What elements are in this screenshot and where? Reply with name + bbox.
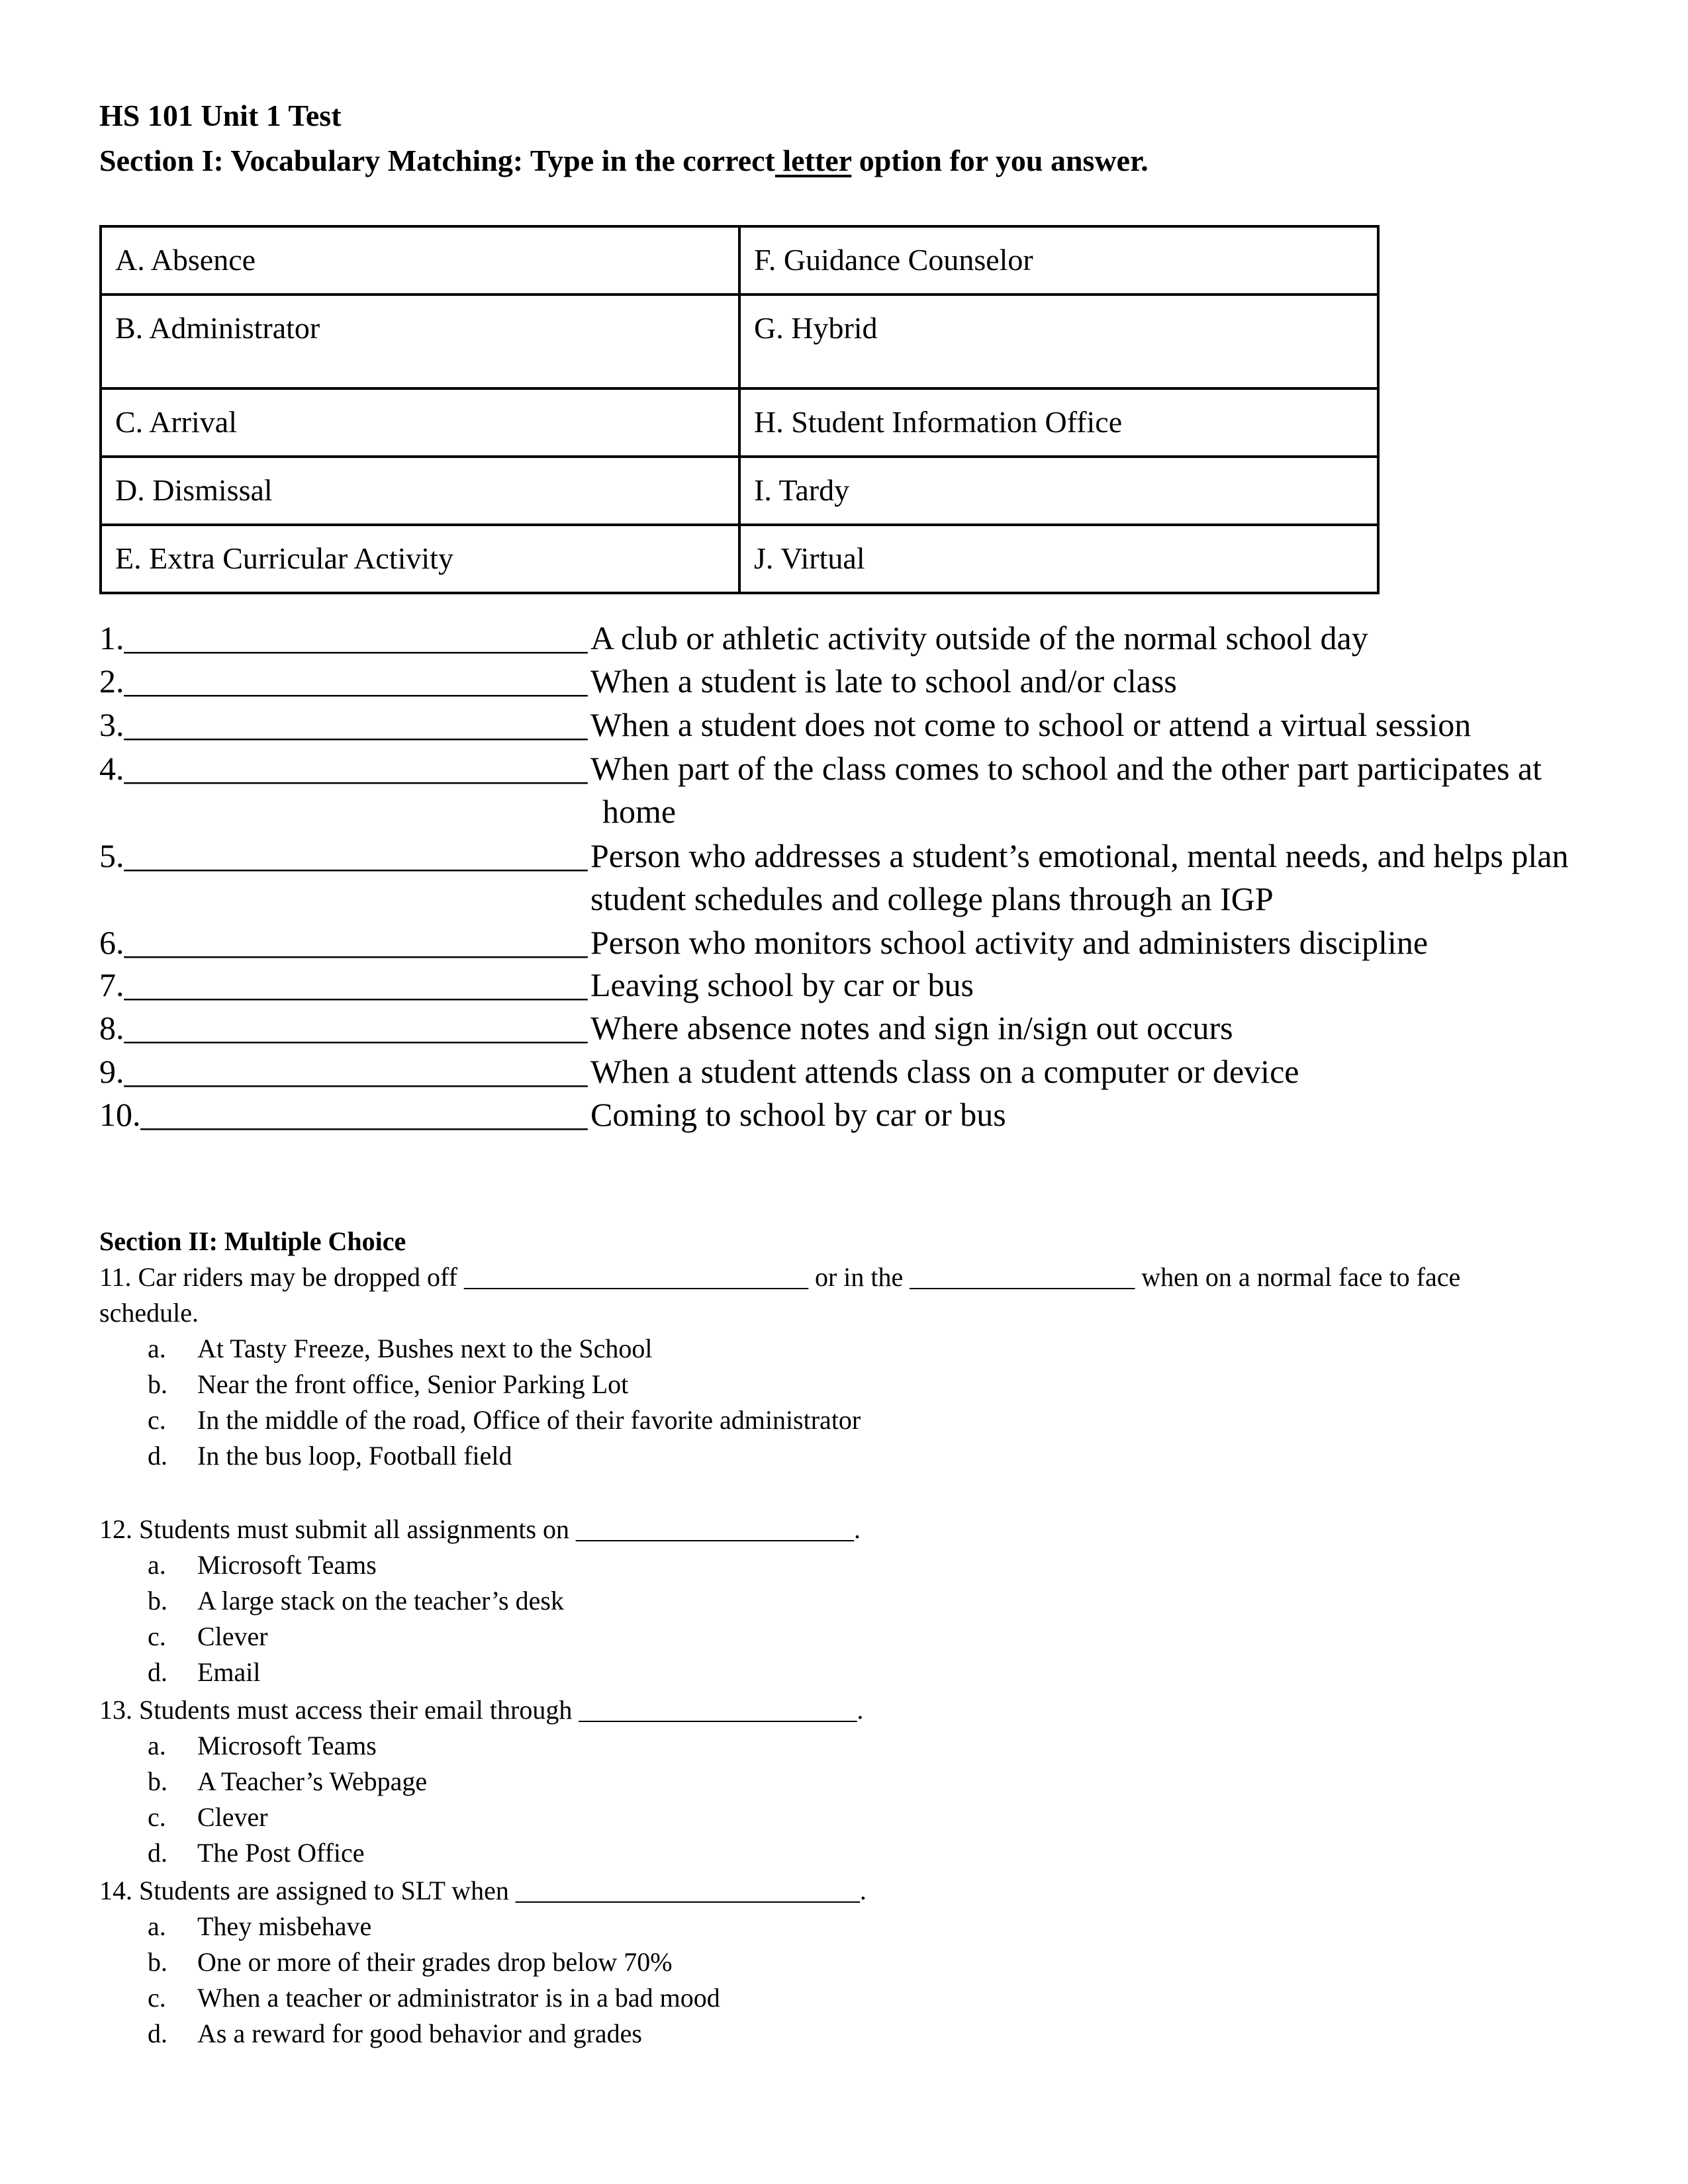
definition-4: When part of the class comes to school and the other part participates at — [590, 750, 1542, 787]
term-cell — [739, 388, 1378, 457]
option-text[interactable]: They misbehave — [197, 1911, 372, 1941]
term-cell — [101, 457, 739, 525]
term: C. Arrival — [115, 405, 237, 439]
option-text[interactable]: A Teacher’s Webpage — [197, 1766, 428, 1796]
answer-blank-6[interactable]: 6.____________________________ — [99, 924, 588, 961]
term: G. Hybrid — [754, 311, 878, 345]
option-text[interactable]: Email — [197, 1657, 261, 1687]
option-text[interactable]: One or more of their grades drop below 70% — [197, 1947, 673, 1977]
option-letter[interactable]: c. — [148, 1621, 166, 1651]
option-letter[interactable]: b. — [148, 1586, 167, 1615]
option-text[interactable]: Clever — [197, 1621, 268, 1651]
option-letter[interactable]: a. — [148, 1911, 166, 1941]
term-cell — [739, 226, 1378, 295]
option-letter[interactable]: b. — [148, 1369, 167, 1399]
term-cell — [739, 295, 1378, 388]
option-text[interactable]: Near the front office, Senior Parking Lot — [197, 1369, 629, 1399]
question-continuation: schedule. — [99, 1298, 199, 1328]
definition-continuation-4: home — [602, 793, 677, 830]
section2-heading: Section II: Multiple Choice — [99, 1226, 406, 1256]
definition-8: Where absence notes and sign in/sign out occurs — [590, 1009, 1233, 1046]
option-text[interactable]: Clever — [197, 1802, 268, 1832]
option-letter[interactable]: d. — [148, 2019, 167, 2048]
term-cell — [101, 525, 739, 593]
term: D. Dismissal — [115, 473, 273, 507]
option-letter[interactable]: c. — [148, 1983, 166, 2013]
answer-blank-3[interactable]: 3.____________________________ — [99, 706, 588, 743]
term: E. Extra Curricular Activity — [115, 541, 453, 575]
option-letter[interactable]: d. — [148, 1838, 167, 1868]
answer-blank-4[interactable]: 4.____________________________ — [99, 750, 588, 787]
answer-blank-2[interactable]: 2.____________________________ — [99, 662, 588, 700]
option-letter[interactable]: a. — [148, 1334, 166, 1363]
question-13: 13. Students must access their email through _____________________. — [99, 1695, 864, 1725]
table-row — [101, 525, 1378, 593]
definition-3: When a student does not come to school or attend a virtual session — [590, 706, 1472, 743]
option-text[interactable]: The Post Office — [197, 1838, 365, 1868]
term-cell — [101, 388, 739, 457]
option-text[interactable]: At Tasty Freeze, Bushes next to the School — [197, 1334, 653, 1363]
answer-blank-9[interactable]: 9.____________________________ — [99, 1053, 588, 1090]
option-text[interactable]: When a teacher or administrator is in a bad mood — [197, 1983, 720, 2013]
definition-continuation-5: student schedules and college plans through an IGP — [590, 880, 1274, 917]
table-row — [101, 457, 1378, 525]
option-text[interactable]: In the middle of the road, Office of their favorite administrator — [197, 1405, 861, 1435]
option-text[interactable]: Microsoft Teams — [197, 1731, 377, 1760]
option-text[interactable]: In the bus loop, Football field — [197, 1441, 512, 1471]
option-letter[interactable]: b. — [148, 1947, 167, 1977]
term: F. Guidance Counselor — [754, 243, 1033, 277]
definition-2: When a student is late to school and/or class — [590, 662, 1177, 700]
vocabulary-terms-table — [99, 225, 1380, 594]
term: A. Absence — [115, 243, 256, 277]
option-text[interactable]: A large stack on the teacher’s desk — [197, 1586, 564, 1615]
table-row — [101, 295, 1378, 388]
term-cell — [739, 525, 1378, 593]
test-title: HS 101 Unit 1 Test — [99, 99, 342, 132]
definition-5: Person who addresses a student’s emotional, mental needs, and helps plan — [590, 837, 1569, 874]
heading-text: Section I: Vocabulary Matching: Type in the correct — [99, 144, 775, 177]
heading-text-end: option for you answer. — [851, 144, 1149, 177]
option-text[interactable]: Microsoft Teams — [197, 1550, 377, 1580]
option-text[interactable]: As a reward for good behavior and grades — [197, 2019, 642, 2048]
term: I. Tardy — [754, 473, 850, 507]
question-14: 14. Students are assigned to SLT when __________________________. — [99, 1876, 867, 1905]
definition-9: When a student attends class on a computer or device — [590, 1053, 1299, 1090]
question-11: 11. Car riders may be dropped off __________________________ or in the _________________ when on a normal face to face — [99, 1262, 1461, 1292]
question-12: 12. Students must submit all assignments on _____________________. — [99, 1514, 861, 1544]
definition-1: A club or athletic activity outside of the normal school day — [590, 619, 1368, 657]
answer-blank-8[interactable]: 8.____________________________ — [99, 1009, 588, 1046]
answer-blank-7[interactable]: 7.____________________________ — [99, 966, 588, 1003]
answer-blank-5[interactable]: 5.____________________________ — [99, 837, 588, 874]
option-letter[interactable]: d. — [148, 1441, 167, 1471]
option-letter[interactable]: c. — [148, 1405, 166, 1435]
term: J. Virtual — [754, 541, 865, 575]
option-letter[interactable]: b. — [148, 1766, 167, 1796]
option-letter[interactable]: a. — [148, 1731, 166, 1760]
option-letter[interactable]: d. — [148, 1657, 167, 1687]
table-row — [101, 226, 1378, 295]
heading-underlined-word: letter — [774, 144, 852, 177]
definition-7: Leaving school by car or bus — [590, 966, 974, 1003]
term-cell — [101, 226, 739, 295]
option-letter[interactable]: a. — [148, 1550, 166, 1580]
answer-blank-10[interactable]: 10.___________________________ — [99, 1096, 588, 1133]
answer-blank-1[interactable]: 1.____________________________ — [99, 619, 588, 657]
term-cell — [739, 457, 1378, 525]
term-cell — [101, 295, 739, 388]
option-letter[interactable]: c. — [148, 1802, 166, 1832]
term: H. Student Information Office — [754, 405, 1123, 439]
term: B. Administrator — [115, 311, 320, 345]
section1-heading — [99, 143, 1149, 178]
definition-6: Person who monitors school activity and administers discipline — [590, 924, 1429, 961]
table-row — [101, 388, 1378, 457]
definition-10: Coming to school by car or bus — [590, 1096, 1006, 1133]
